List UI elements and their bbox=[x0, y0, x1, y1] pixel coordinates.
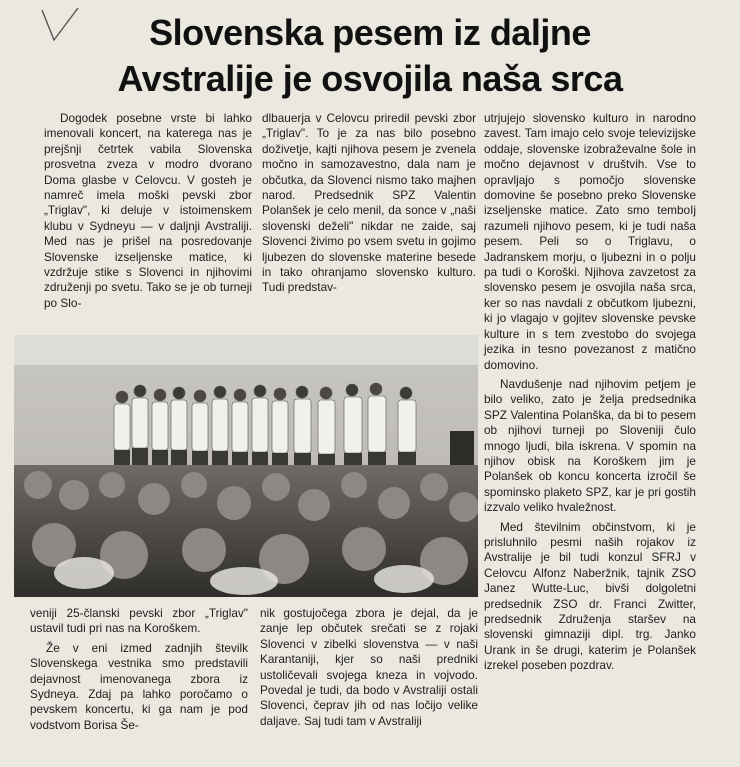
paragraph: Navdušenje nad njihovim petjem je bilo veliko, zato je želja predsednika SPZ Valentina Polanška, da bi to pesem ob njihovi turneji po Sloveniji čulo mnogo ljudi, bila iskrena. V spomin na njihov obisk na Koroškem jim je Polanšek ob koncu koncerta izročil še spominsko plaketo SPZ, kar je pri gostih izzvalo veliko hvaležnost. bbox=[484, 376, 696, 515]
choir-photo-illustration bbox=[14, 335, 478, 597]
choir-photo bbox=[14, 335, 478, 597]
paragraph: nik gostujočega zbora je dejal, da je zanje lep občutek srečati se z rojaki Slovenci v zibelki slovenstva — v naši Karantaniji, kjer so naši predniki ustoličevali svojega kneza in vojvodo. Povedal je tudi, da bodo v Avstraliji ostali Slovenci, čeprav jih od nas ločijo velike daljave. Saj tudi tam v Avstraliji bbox=[260, 606, 478, 728]
headline-line-1: Slovenska pesem iz daljne bbox=[149, 12, 591, 53]
paragraph: dlbauerja v Celovcu priredil pevski zbor „Triglav". To je za nas bilo posebno doživetje, kajti njihova pesem je zvenela močno in samozavestno, dala nam je občutka, da Slovenci nismo tako majhen narod. Predsednik SPZ Valentin Polanšek je celo menil, da sonce v „naši slovenski deželi" nikdar ne zaide, saj Slovenci živimo po vsem svetu in gojimo ljubezen do slovenske materine besede in tako ohranjamo slovensko kulturo. Tudi predstav- bbox=[262, 111, 476, 295]
paragraph: Med številnim občinstvom, ki je prisluhnilo pesmi naših rojakov iz Avstralije je bil tudi konzul SFRJ v Celovcu Alfonz Naberžnik, tajnik ZSO Janez Wutte-Luc, bivši dolgoletni predsednik ZSO dr. Franci Zwitter, predsednik Združenja staršev na slovenski gimnaziji dipl. trg. Janko Urank in še drugi, katerim je Polanšek izrekel poseben pozdrav. bbox=[484, 519, 696, 673]
article-column-3 bbox=[484, 111, 696, 674]
article-column-4 bbox=[30, 606, 248, 733]
paragraph: Dogodek posebne vrste bi lahko imenovali koncert, na katerega nas je prejšnji četrtek vabila Slovenska prosvetna zveza v modro dvorano Doma glasbe v Celovcu. V gosteh je namreč imela moški pevski zbor „Triglav", ki deluje v istoimenskem klubu v Sydneyu — v daljnji Avstraliji. Med nas je prišel na posredovanje Slovenske izseljenske matice, ki vzdržuje stike s Slovenci in njihovimi združenji po svetu. Tako se je ob turneji po Slo- bbox=[44, 111, 252, 310]
article-column-1 bbox=[44, 111, 252, 311]
paragraph: veniji 25-članski pevski zbor „Triglav" ustavil tudi pri nas na Koroškem. bbox=[30, 606, 248, 636]
article-column-2 bbox=[262, 111, 476, 296]
headline-line-2: Avstralije je osvojila naša srca bbox=[117, 58, 623, 99]
article-column-5 bbox=[260, 606, 478, 729]
article-headline bbox=[20, 10, 720, 102]
paragraph: Že v eni izmed zadnjih številk Slovenskega vestnika smo predstavili dejavnost imenovanega zbora iz Sydneya. Zdaj pa lahko poročamo o pevskem koncertu, ki ga nam je pod vodstvom Borisa Še- bbox=[30, 640, 248, 732]
paragraph: utrjujejo slovensko kulturo in narodno zavest. Tam imajo celo svoje televizijske oddaje, slovenske izobraževalne šole in močno dejavnost v društvih. Vse to opravljajo s pomočjo slovenske domovine še posebno preko Slovenske izseljenske matice. Zato smo temboIj razumeli njihovo pesem, ki je tudi naša pesem. Peli so o Triglavu, o Jadranskem morju, o ljubezni in o polju pa tudi o Koroški. Njihova zavzetost za slovensko pesem je osvojila naša srca, ker so nas navdali z občutkom ljubezni, ki jo vlagajo v gojitev slovenske pevske kulture in s tem zvestobo do svojega jezika in tesno povezanost z matično domovino. bbox=[484, 111, 696, 372]
